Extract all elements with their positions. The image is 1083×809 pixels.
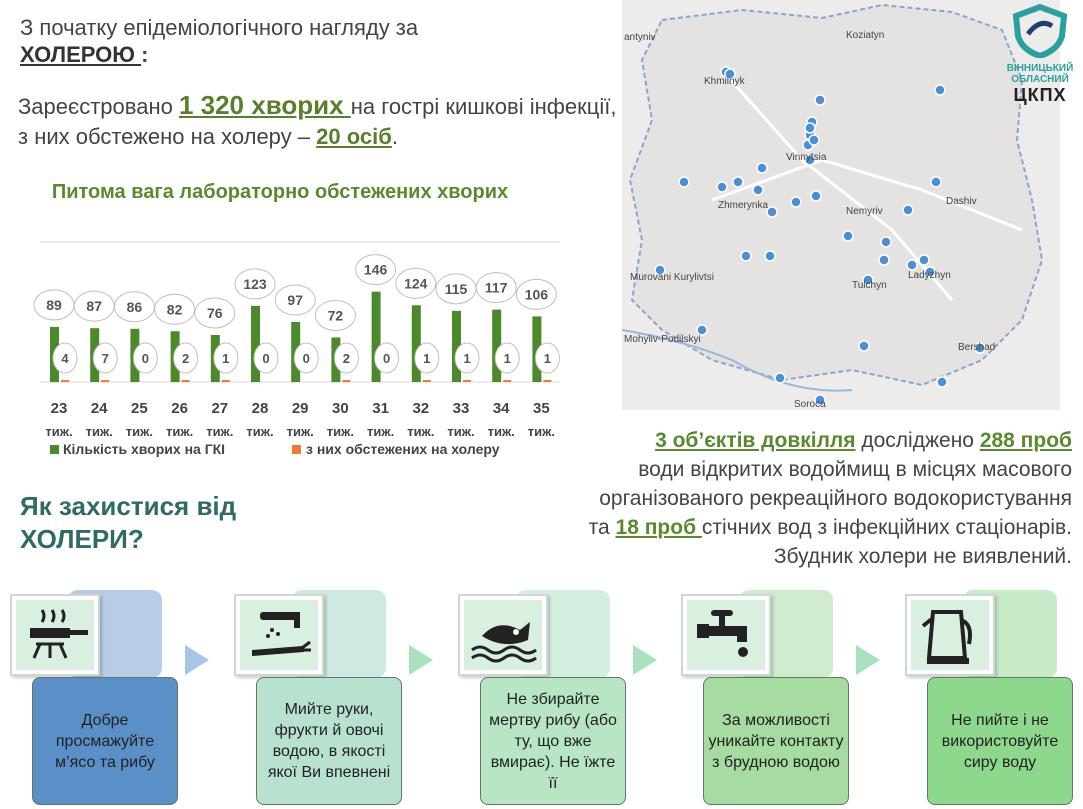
x-tick-week: 28 xyxy=(251,400,269,417)
data-label-cholera: 7 xyxy=(101,351,109,366)
data-label-cholera: 4 xyxy=(61,351,69,366)
data-label-gki: 72 xyxy=(327,307,344,324)
region-border xyxy=(630,5,1042,385)
kettle-icon xyxy=(911,600,989,670)
map-point xyxy=(717,182,727,192)
tip-text-box: Добре просмажуйте м’ясо та рибу xyxy=(32,677,178,805)
registered-text xyxy=(18,90,618,152)
reg-count: 1 320 хворих xyxy=(178,90,351,120)
map-label: Bershad xyxy=(958,342,996,353)
map-point xyxy=(859,341,869,351)
map-label: Murovani Kurylivtsi xyxy=(630,272,714,283)
data-label-cholera: 2 xyxy=(181,351,190,366)
data-label-cholera: 0 xyxy=(382,351,391,366)
header-line1: З початку епідеміологічного нагляду за xyxy=(20,15,419,40)
data-label-gki: 115 xyxy=(444,280,468,297)
map-point xyxy=(757,163,767,173)
map-label: Soroca xyxy=(794,399,826,410)
x-tick-week: 29 xyxy=(291,400,309,417)
legend-label-cholera: з них обстежених на холеру xyxy=(306,441,500,457)
env-t1: досліджено xyxy=(855,429,980,452)
x-tick-suffix: тиж. xyxy=(286,424,314,439)
data-label-gki: 123 xyxy=(243,275,267,292)
flow-arrow-icon xyxy=(856,645,880,675)
x-tick-week: 35 xyxy=(533,400,550,417)
data-label-gki: 106 xyxy=(524,286,549,303)
tip-text-box: Не пийте і не використовуйте сиру воду xyxy=(927,677,1073,805)
tip-text-box: За можливості уникайте контакту з брудною водою xyxy=(703,677,849,805)
x-tick-suffix: тиж. xyxy=(45,424,73,439)
map-label: Tulchyn xyxy=(852,280,887,291)
env-t2: води відкритих водоймищ в місцях масового організованого рекреаційного водокористування xyxy=(599,458,1072,510)
logo-line1: ВІННИЦЬКИЙ xyxy=(1006,63,1074,74)
map-point xyxy=(937,377,947,387)
reg-mid: на гострі кишкові інфекції, з них обстежено на холеру – xyxy=(18,94,617,149)
map-point xyxy=(679,177,689,187)
data-label-cholera: 2 xyxy=(342,351,351,366)
bar-cholera xyxy=(503,380,511,382)
legend-swatch-gki xyxy=(50,445,59,454)
bar-cholera xyxy=(342,380,350,382)
env-probes2: 18 проб xyxy=(615,516,702,539)
logo-line3: ЦКПХ xyxy=(1013,85,1067,105)
env-probes1: 288 проб xyxy=(979,429,1072,452)
reg-pre: Зареєстровано xyxy=(18,94,179,119)
map-point xyxy=(903,205,913,215)
x-tick-suffix: тиж. xyxy=(487,424,515,439)
data-label-gki: 146 xyxy=(363,261,388,278)
map-label: Khmilnyk xyxy=(704,76,745,87)
x-tick-suffix: тиж. xyxy=(206,424,234,439)
shield-logo-icon xyxy=(1010,4,1070,58)
bar-gki xyxy=(251,306,260,382)
map-point xyxy=(733,177,743,187)
x-tick-week: 27 xyxy=(211,400,229,417)
bar-cholera xyxy=(101,380,109,382)
flow-arrow-icon xyxy=(409,645,433,675)
map-label: Dashiv xyxy=(946,196,977,207)
x-tick-week: 34 xyxy=(492,400,510,417)
map-point xyxy=(935,85,945,95)
map-point xyxy=(879,255,889,265)
data-label-cholera: 1 xyxy=(222,351,230,366)
legend-label-gki: Кількість хворих на ГКІ xyxy=(63,441,226,457)
x-tick-suffix: тиж. xyxy=(407,424,435,439)
x-tick-week: 26 xyxy=(171,400,188,417)
x-tick-suffix: тиж. xyxy=(527,424,555,439)
x-tick-week: 24 xyxy=(90,400,108,417)
reg-end: . xyxy=(391,124,398,149)
legend-swatch-cholera xyxy=(292,445,301,454)
protect-heading xyxy=(20,490,236,556)
map-point xyxy=(741,251,751,261)
map-label: Mohyliv-Podilskyi xyxy=(624,334,701,345)
tip-icon-box xyxy=(234,594,324,676)
tip-icon-box xyxy=(10,594,100,676)
map-label: Nemyriv xyxy=(846,206,883,217)
x-tick-suffix: тиж. xyxy=(447,424,475,439)
tip-text-box: Мийте руки, фрукти й овочі водою, в якості якої Ви впевнені xyxy=(256,677,402,805)
data-label-cholera: 0 xyxy=(141,351,150,366)
env-t5: Збудник холери не виявлений. xyxy=(773,545,1072,568)
map-label: Vinnytsia xyxy=(786,152,827,163)
map-label: Zhmerynka xyxy=(718,200,769,211)
x-tick-suffix: тиж. xyxy=(166,424,194,439)
map-point xyxy=(907,260,917,270)
bar-cholera xyxy=(423,380,431,382)
data-label-cholera: 0 xyxy=(262,351,270,366)
dirty-tap-icon xyxy=(687,600,765,670)
bar-cholera xyxy=(222,380,230,382)
map-svg xyxy=(622,0,1060,410)
data-label-gki: 76 xyxy=(207,304,223,321)
tip-icon-box xyxy=(681,594,771,676)
bar-cholera xyxy=(543,380,551,382)
map-point xyxy=(775,373,785,383)
map-label: antyniv xyxy=(624,32,656,43)
map-point xyxy=(843,231,853,241)
wash-carrot-icon xyxy=(240,600,318,670)
flow-arrow-icon xyxy=(633,645,657,675)
data-label-gki: 89 xyxy=(46,296,62,313)
bar-cholera xyxy=(182,380,190,382)
data-label-cholera: 1 xyxy=(503,351,511,366)
tip-icon-box xyxy=(905,594,995,676)
x-tick-week: 30 xyxy=(332,400,349,417)
map-point xyxy=(805,123,815,133)
x-tick-suffix: тиж. xyxy=(125,424,153,439)
map-point xyxy=(767,207,777,217)
map-label: Ladyzhyn xyxy=(908,270,951,281)
bar-chart xyxy=(20,238,570,463)
data-label-gki: 86 xyxy=(126,298,143,315)
tip-text-box: Не збирайте мертву рибу (або ту, що вже вмирає). Не їжте її xyxy=(480,677,626,805)
map-point xyxy=(753,185,763,195)
env-t4: стічних вод з інфекційних стаціонарів. xyxy=(701,516,1072,539)
x-tick-suffix: тиж. xyxy=(326,424,354,439)
data-label-gki: 117 xyxy=(484,279,508,296)
map-point xyxy=(931,177,941,187)
x-tick-suffix: тиж. xyxy=(85,424,113,439)
data-label-cholera: 0 xyxy=(302,351,310,366)
bar-cholera xyxy=(463,380,471,382)
x-tick-week: 33 xyxy=(452,400,470,417)
env-t3: та xyxy=(588,516,616,539)
reg-tested: 20 осіб xyxy=(316,124,392,149)
x-tick-week: 23 xyxy=(50,400,68,417)
map-point xyxy=(809,135,819,145)
header-text xyxy=(20,14,418,68)
x-tick-week: 32 xyxy=(412,400,430,417)
map-point xyxy=(881,237,891,247)
map-point xyxy=(791,197,801,207)
header-colon: : xyxy=(141,42,149,67)
protect-line1: Як захистися від xyxy=(20,491,237,521)
data-label-cholera: 1 xyxy=(543,351,552,366)
x-tick-week: 31 xyxy=(372,400,389,417)
tip-icon-box xyxy=(458,594,548,676)
environment-text xyxy=(500,426,1072,571)
map-point xyxy=(765,251,775,261)
protect-line2: ХОЛЕРИ? xyxy=(20,524,144,554)
map-point xyxy=(815,95,825,105)
bar-cholera xyxy=(61,380,69,382)
data-label-cholera: 1 xyxy=(463,351,471,366)
disease-name: ХОЛЕРОЮ xyxy=(20,42,142,67)
region-map xyxy=(622,0,1060,410)
map-label: Koziatyn xyxy=(846,30,885,41)
flow-arrow-icon xyxy=(185,645,209,675)
x-tick-week: 25 xyxy=(131,400,148,417)
map-point xyxy=(811,191,821,201)
map-point xyxy=(919,255,929,265)
dead-fish-icon xyxy=(464,600,542,670)
env-objects: 3 об’єктів довкілля xyxy=(655,429,856,452)
logo xyxy=(1000,4,1080,104)
data-label-gki: 97 xyxy=(287,291,303,308)
data-label-gki: 124 xyxy=(404,275,428,292)
logo-line2: ОБЛАСНИЙ xyxy=(1011,74,1069,85)
data-label-gki: 87 xyxy=(86,298,102,315)
chart-title: Питома вага лабораторно обстежених хворих xyxy=(51,181,509,203)
frying-pan-icon xyxy=(16,600,94,670)
x-tick-suffix: тиж. xyxy=(367,424,395,439)
data-label-cholera: 1 xyxy=(423,351,431,366)
x-tick-suffix: тиж. xyxy=(246,424,274,439)
data-label-gki: 82 xyxy=(166,301,183,318)
